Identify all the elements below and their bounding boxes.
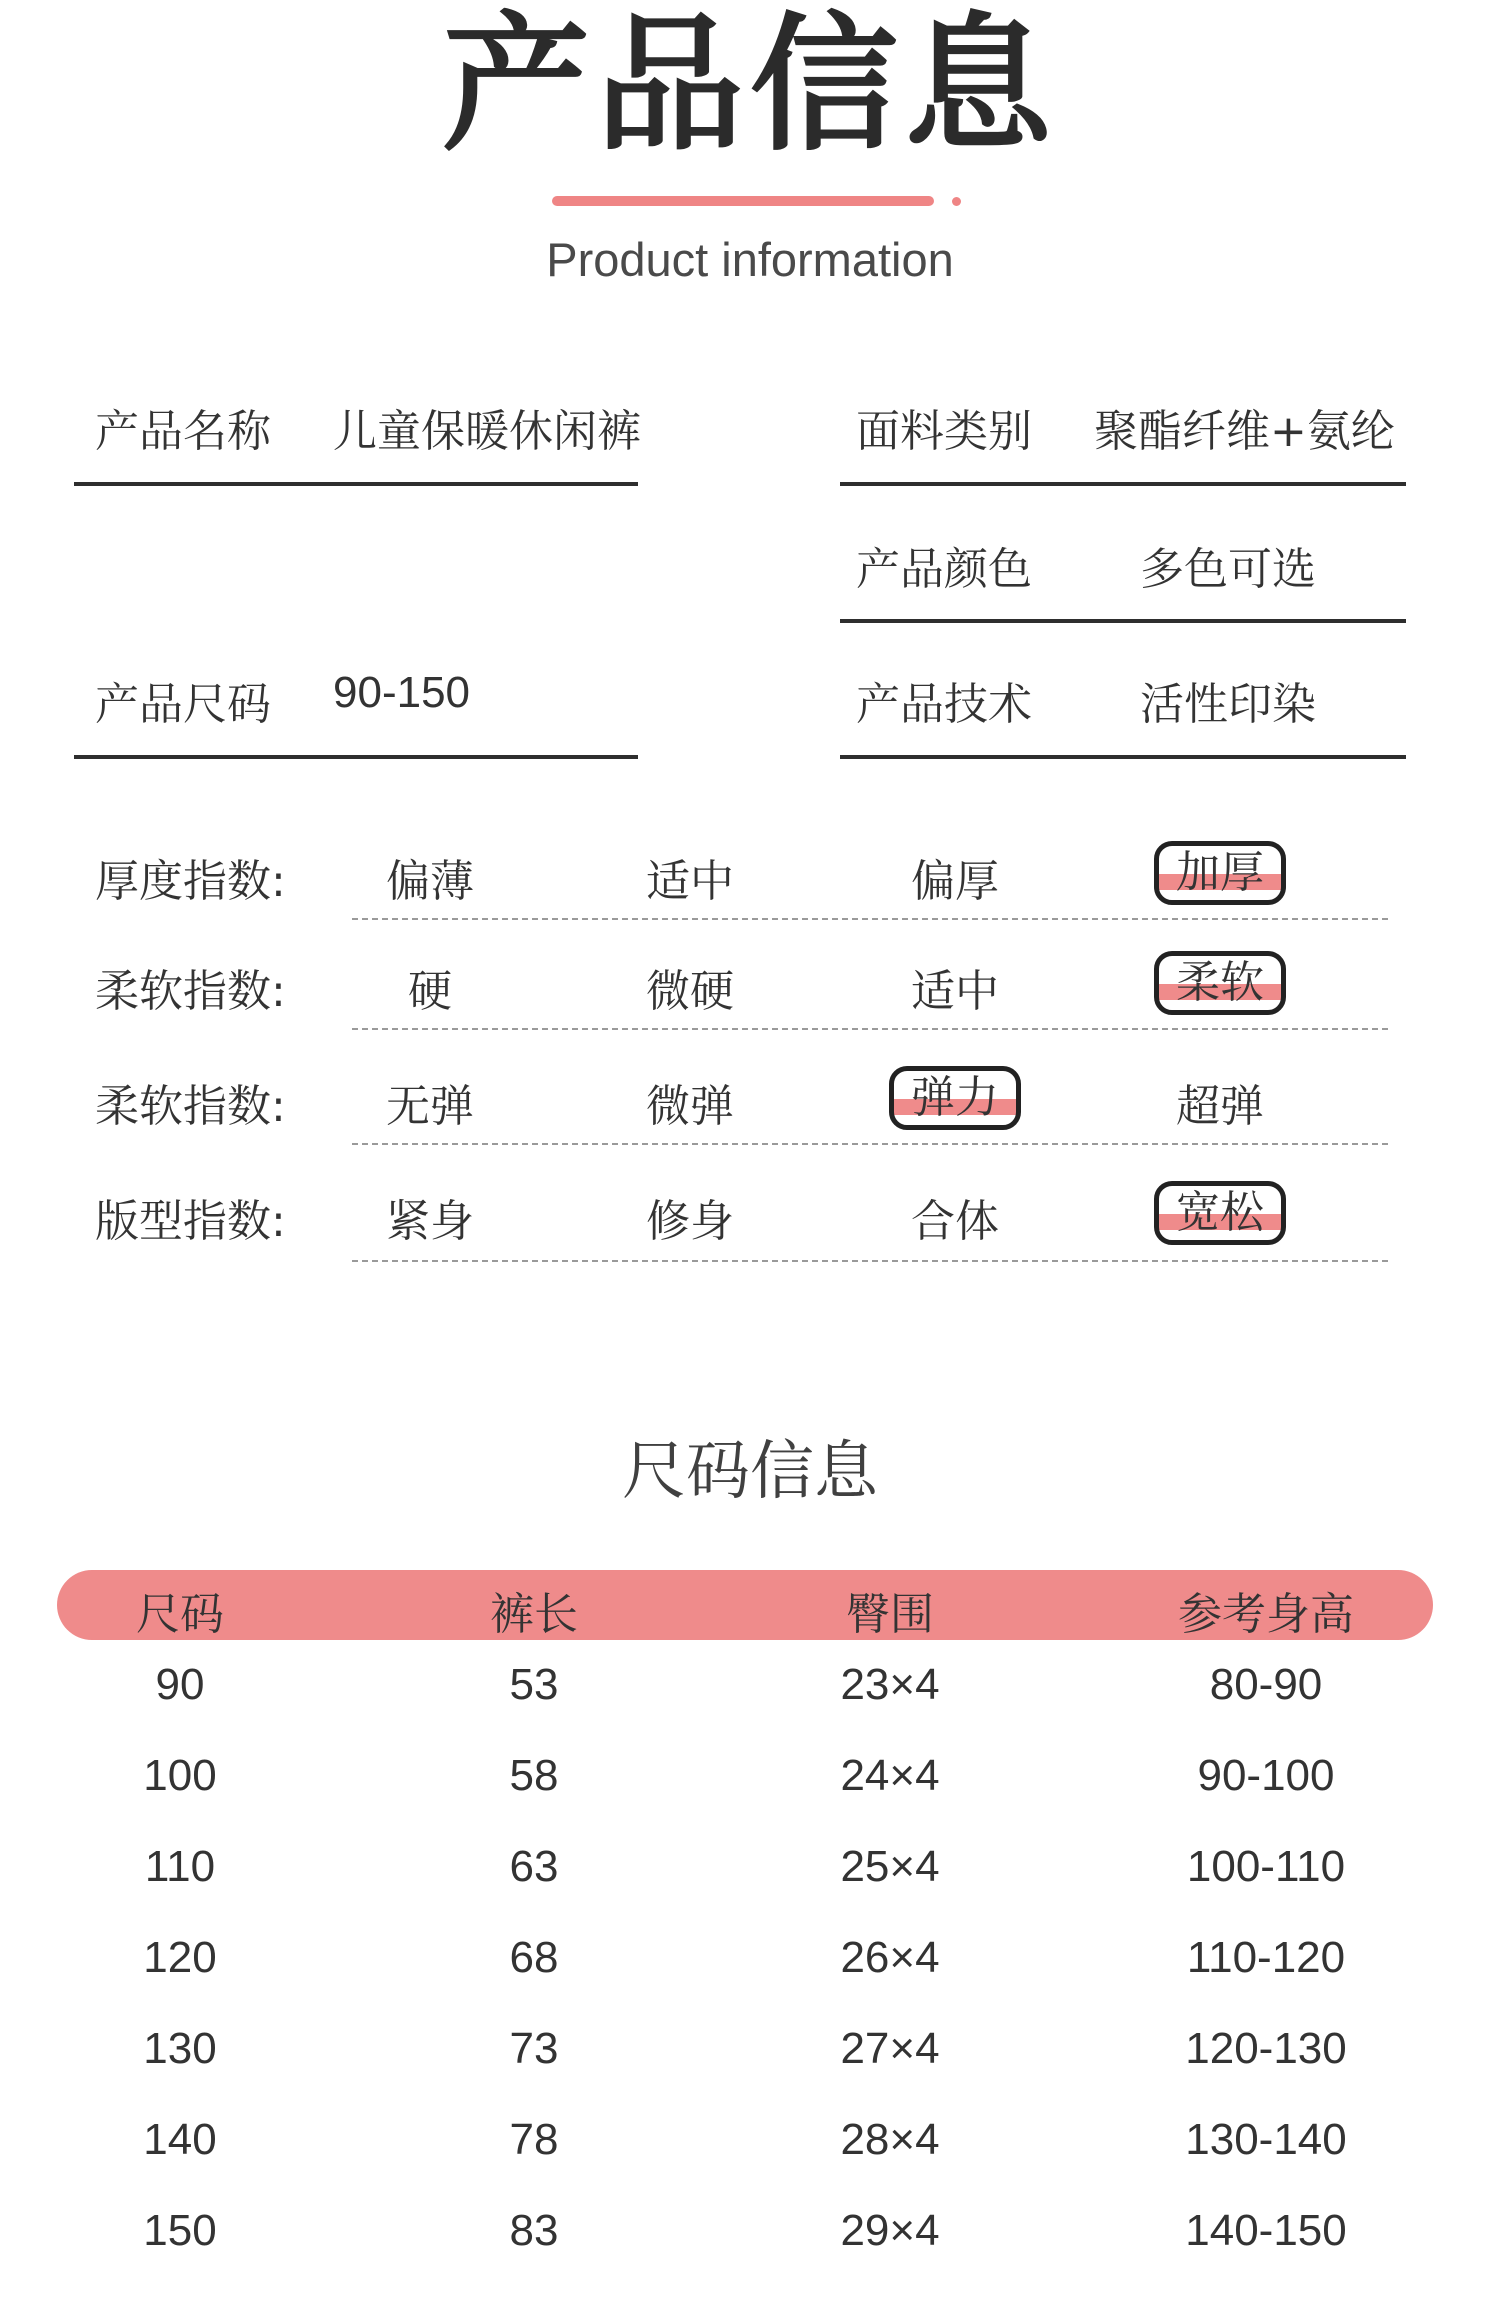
- cell-height: 90-100: [1197, 1751, 1335, 1800]
- tech-value: 活性印染: [1140, 679, 1316, 730]
- index-divider: [352, 918, 1388, 920]
- index-option-selected: 弹力: [889, 1066, 1021, 1130]
- page-title: 产品信息: [442, 0, 1058, 171]
- cell-size: 150: [143, 2206, 217, 2255]
- cell-length: 53: [509, 1660, 559, 1709]
- index-label: 版型指数:: [95, 1196, 286, 1247]
- index-label: 厚度指数:: [95, 856, 286, 907]
- index-option: 无弹: [386, 1081, 474, 1132]
- cell-size: 110: [144, 1842, 216, 1891]
- info-divider: [840, 482, 1406, 486]
- index-divider: [352, 1260, 1388, 1262]
- color-label: 产品颜色: [856, 544, 1032, 595]
- info-divider: [74, 755, 638, 759]
- title-underline-dot: [952, 197, 961, 206]
- header-height: 参考身高: [1178, 1589, 1354, 1640]
- index-option: 适中: [646, 856, 734, 907]
- cell-height: 140-150: [1185, 2206, 1347, 2255]
- header-hip: 臀围: [846, 1589, 934, 1640]
- cell-height: 100-110: [1186, 1842, 1346, 1891]
- cell-length: 63: [509, 1842, 559, 1891]
- info-divider: [74, 482, 638, 486]
- cell-hip: 26×4: [840, 1933, 940, 1982]
- index-option: 适中: [911, 966, 999, 1017]
- title-underline: [552, 196, 934, 206]
- index-option: 修身: [646, 1196, 734, 1247]
- product-name-value: 儿童保暖休闲裤: [333, 406, 641, 457]
- page-subtitle: Product information: [546, 233, 954, 286]
- cell-hip: 29×4: [840, 2206, 940, 2255]
- cell-hip: 27×4: [840, 2024, 940, 2073]
- index-option-selected: 加厚: [1154, 841, 1286, 905]
- size-label: 产品尺码: [95, 679, 271, 730]
- index-label: 柔软指数:: [95, 966, 286, 1017]
- fabric-label: 面料类别: [856, 406, 1032, 457]
- cell-height: 80-90: [1209, 1660, 1323, 1709]
- index-label: 柔软指数:: [95, 1081, 286, 1132]
- cell-length: 73: [509, 2024, 559, 2073]
- size-section-title: 尺码信息: [622, 1435, 878, 1509]
- index-option-selected: 宽松: [1154, 1181, 1286, 1245]
- cell-size: 130: [143, 2024, 217, 2073]
- cell-size: 90: [155, 1660, 205, 1709]
- cell-hip: 25×4: [840, 1842, 940, 1891]
- cell-height: 110-120: [1186, 1933, 1346, 1982]
- info-divider: [840, 619, 1406, 623]
- index-option-selected: 柔软: [1154, 951, 1286, 1015]
- index-option: 微弹: [646, 1081, 734, 1132]
- index-option: 偏厚: [911, 856, 999, 907]
- index-option: 合体: [911, 1196, 999, 1247]
- header-length: 裤长: [490, 1589, 578, 1640]
- tech-label: 产品技术: [856, 679, 1032, 730]
- cell-size: 100: [143, 1751, 217, 1800]
- cell-hip: 24×4: [840, 1751, 940, 1800]
- cell-hip: 23×4: [840, 1660, 940, 1709]
- index-option: 紧身: [386, 1196, 474, 1247]
- cell-size: 120: [143, 1933, 217, 1982]
- cell-height: 130-140: [1185, 2115, 1347, 2164]
- cell-length: 78: [509, 2115, 559, 2164]
- cell-hip: 28×4: [840, 2115, 940, 2164]
- color-value: 多色可选: [1140, 544, 1316, 595]
- header-size: 尺码: [136, 1589, 224, 1640]
- cell-height: 120-130: [1185, 2024, 1347, 2073]
- info-divider: [840, 755, 1406, 759]
- cell-length: 58: [509, 1751, 559, 1800]
- product-name-label: 产品名称: [95, 406, 271, 457]
- cell-length: 83: [509, 2206, 559, 2255]
- index-option: 偏薄: [386, 856, 474, 907]
- index-option: 硬: [408, 966, 452, 1017]
- fabric-value: 聚酯纤维+氨纶: [1094, 406, 1395, 457]
- index-divider: [352, 1143, 1388, 1145]
- cell-length: 68: [509, 1933, 559, 1982]
- index-option: 超弹: [1176, 1081, 1264, 1132]
- cell-size: 140: [143, 2115, 217, 2164]
- size-value: 90-150: [333, 668, 471, 717]
- index-divider: [352, 1028, 1388, 1030]
- index-option: 微硬: [646, 966, 734, 1017]
